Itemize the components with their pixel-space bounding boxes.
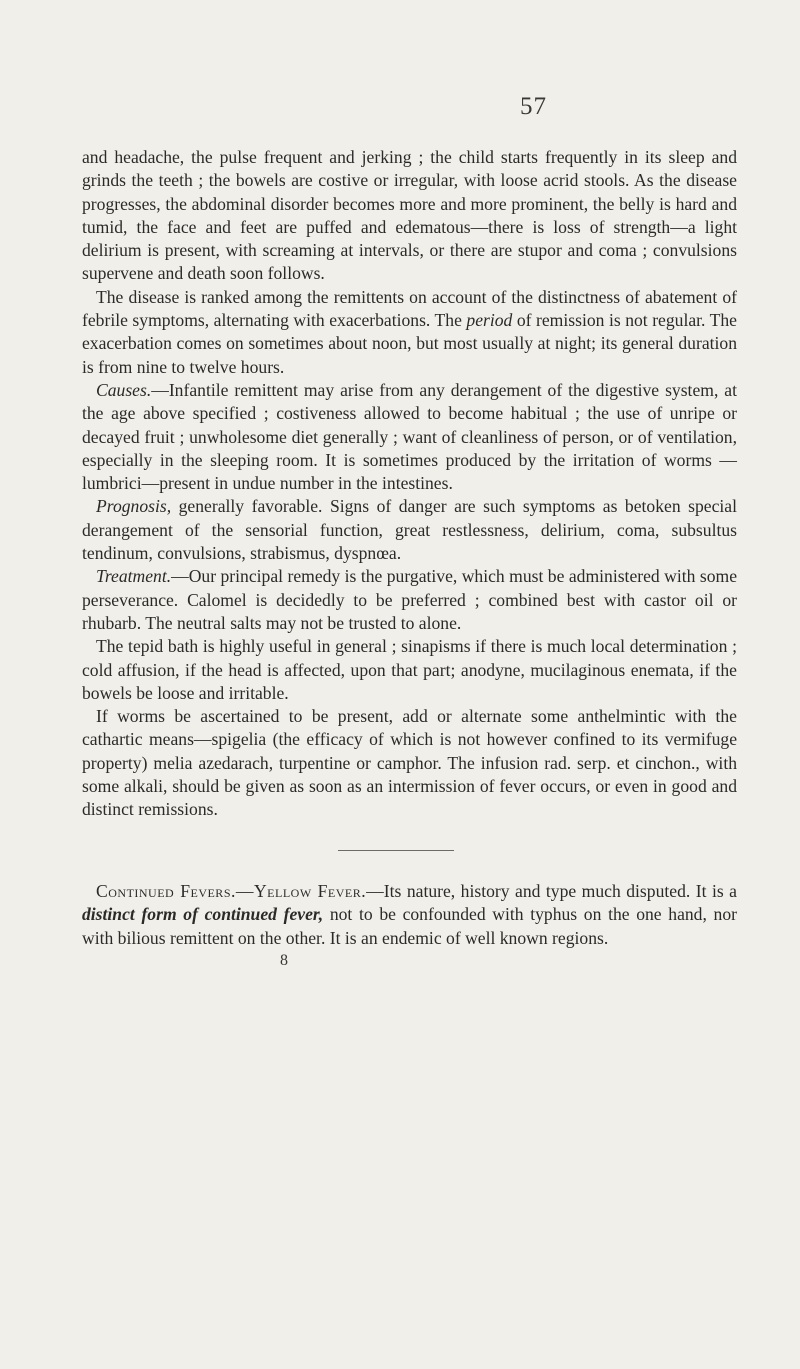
paragraph-ranking-emphasis: period xyxy=(466,310,513,331)
treatment-heading: Treatment. xyxy=(96,566,172,587)
section-heading: Continued Fevers.—Yellow Fever. xyxy=(96,881,367,901)
paragraph-symptoms-text: and headache, the pulse frequent and jerking ; the child starts frequently in its sleep and grinds the teeth ; the bowels are costive or irregular, with loose acrid stools. As the disease progresses, the abdominal disorder becomes more and more prominent, the belly is hard and tumid, the face and feet are puffed and edematous—there is loss of strength—a light delirium is present, with screaming at intervals, or there are stupor and coma ; convulsions supervene and death soon follows. xyxy=(82,147,737,284)
section-text-before: —Its nature, history and type much disputed. It is a xyxy=(366,881,737,901)
page-number: 57 xyxy=(520,93,547,120)
paragraph-prognosis-text: generally favorable. Signs of danger are such symptoms as betoken special derangement of the sensorial function, great restlessness, delirium, coma, subsultus tendinum, convulsions, strabismus, dyspnœa. xyxy=(82,496,737,564)
paragraph-prognosis xyxy=(82,495,737,565)
paragraph-ranking-text-before: The disease is ranked among the remittents on account of the distinctness of abatement of febrile symptoms, alternating with exacerbations. The xyxy=(82,286,737,331)
paragraph-treatment-text: —Our principal remedy is the purgative, which must be administered with some perseverance. Calomel is decidedly to be preferred ; combined best with castor oil or rhubarb. The neutral salts may not be trusted to alone. xyxy=(82,566,737,633)
paragraph-yellow-fever xyxy=(82,880,737,950)
paragraph-causes-text: —Infantile remittent may arise from any derangement of the digestive system, at the age above specified ; costiveness allowed to become habitual ; the use of unripe or decayed fruit ; unwholesome diet generally ; want of cleanliness of person, or of ventilation, especially in the sleeping room. It is sometimes produced by the irritation of worms —lumbrici—present in undue number in the intestines. xyxy=(82,379,737,494)
signature-mark: 8 xyxy=(280,952,288,969)
paragraph-tepid-bath-text: The tepid bath is highly useful in general ; sinapisms if there is much local determination ; cold affusion, if the head is affected, upon that part; anodyne, mucilaginous enemata, if the bowels be loose and irritable. xyxy=(82,636,737,703)
paragraph-symptoms xyxy=(82,146,737,286)
paragraph-treatment xyxy=(82,565,737,635)
section-emphasis: distinct form of continued fever, xyxy=(82,904,324,925)
prognosis-heading: Prognosis, xyxy=(96,496,172,517)
paragraph-worms xyxy=(82,705,737,821)
paragraph-worms-text: If worms be ascertained to be present, add or alternate some anthelmintic with the cathartic means—spigelia (the efficacy of which is not however confined to its vermifuge property) melia azedarach, turpentine or camphor. The infusion rad. serp. et cinchon., with some alkali, should be given as soon as an intermission of fever occurs, or even in good and distinct remissions. xyxy=(82,706,737,820)
paragraph-tepid-bath xyxy=(82,635,737,705)
paragraph-ranking xyxy=(82,286,737,379)
body-text xyxy=(82,146,737,822)
section-divider xyxy=(338,850,454,851)
causes-heading: Causes. xyxy=(96,379,152,400)
paragraph-causes xyxy=(82,379,737,495)
paragraph-ranking-text-after: of remission is not regular. The exacerbation comes on sometimes about noon, but most usually at night; its general duration is from nine to twelve hours. xyxy=(82,310,737,377)
section-text-after: not to be confounded with typhus on the one hand, nor with bilious remittent on the other. It is an endemic of well known regions. xyxy=(82,904,737,948)
section-yellow-fever xyxy=(82,880,737,950)
